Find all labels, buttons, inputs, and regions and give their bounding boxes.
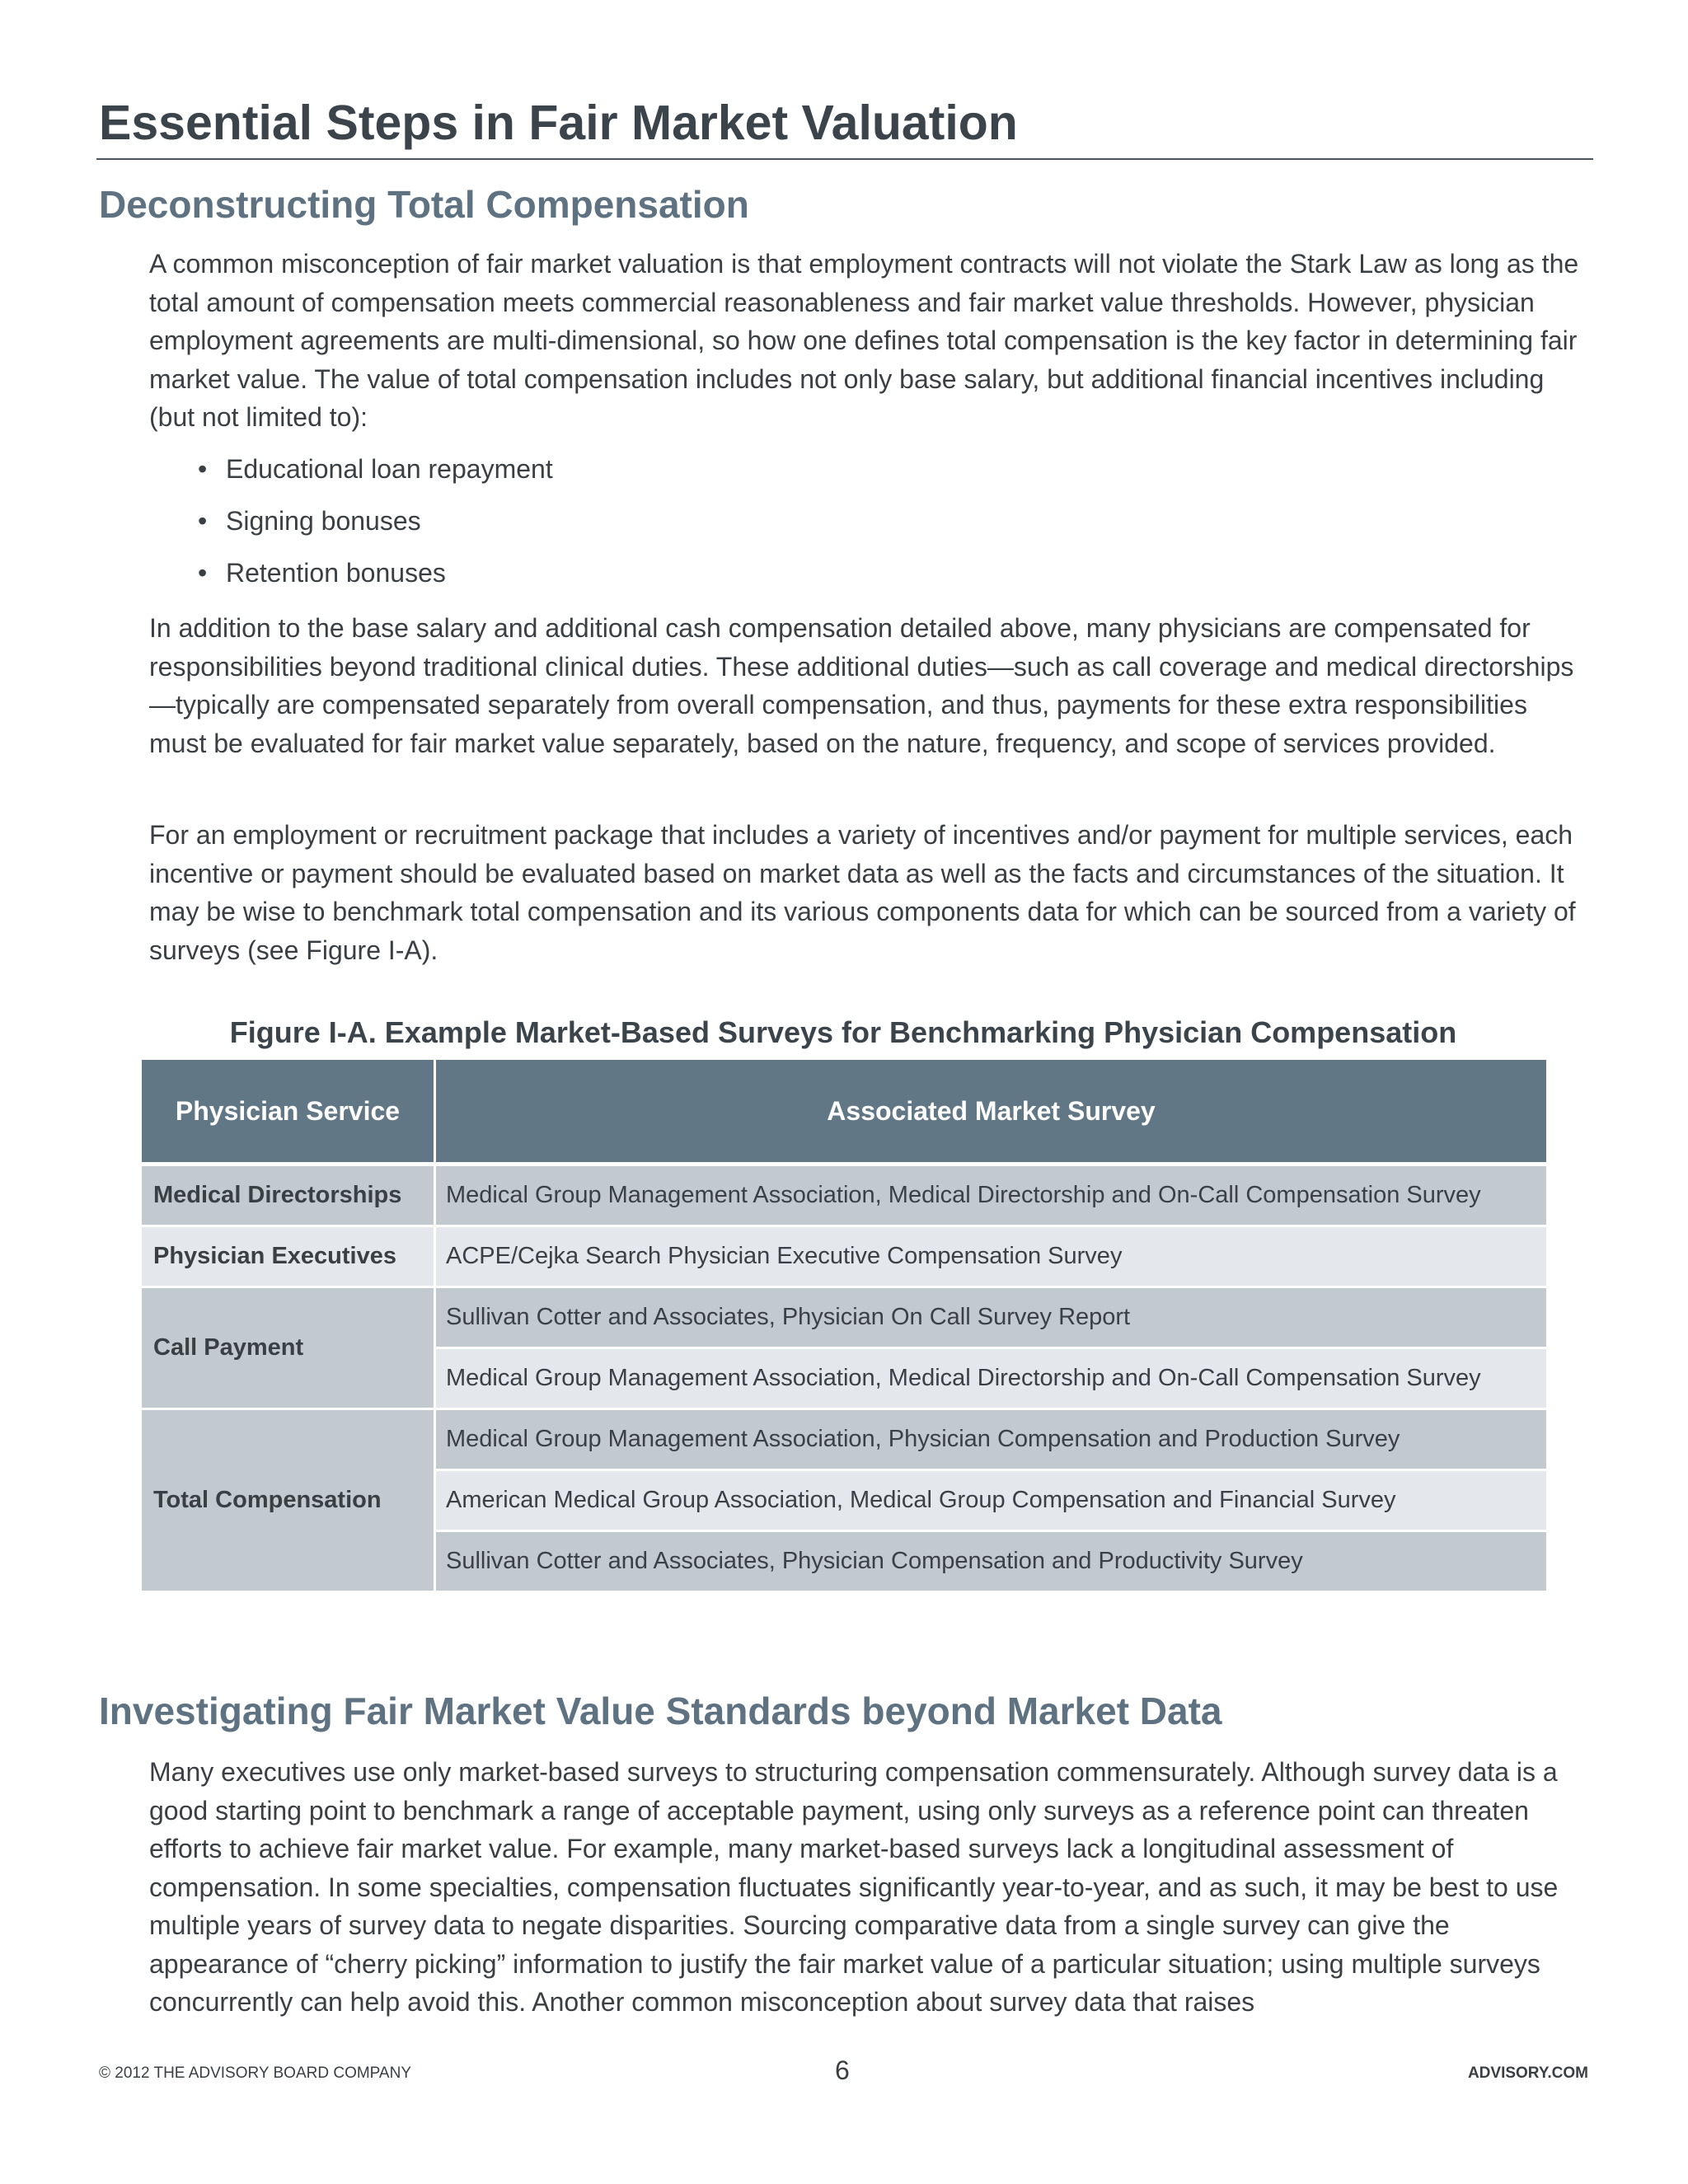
survey-cell: Medical Group Management Association, Medical Directorship and On-Call Compensation Survey — [435, 1348, 1547, 1409]
table-row — [142, 1165, 1546, 1226]
bullet-item: • Signing bonuses — [198, 502, 553, 554]
table-row — [142, 1409, 1546, 1470]
paragraph-benchmark: For an employment or recruitment package that includes a variety of incentives and/or payment for multiple services, each incentive or payment should be evaluated based on market data as well as the facts and circumstances of the situation. It may be wise to benchmark total compensation and its various components data for which can be sourced from a variety of surveys (see Figure I-A). — [149, 820, 1576, 965]
table-row — [142, 1226, 1546, 1287]
paragraph-intro: A common misconception of fair market valuation is that employment contracts will not violate the Stark Law as long as the total amount of compensation meets commercial reasonableness and fair market value thresholds. However, physician employment agreements are multi-dimensional, so how one defines total compensation is the key factor in determining fair market value. The value of total compensation includes not only base salary, but additional financial incentives including (but not limited to): — [149, 249, 1579, 432]
survey-cell: Medical Group Management Association, Physician Compensation and Production Survey — [435, 1409, 1547, 1470]
survey-cell: Sullivan Cotter and Associates, Physician On Call Survey Report — [435, 1287, 1547, 1348]
footer-site: ADVISORY.COM — [1467, 2064, 1588, 2082]
bullet-item: • Retention bonuses — [198, 554, 553, 606]
survey-cell: Medical Group Management Association, Medical Directorship and On-Call Compensation Survey — [435, 1165, 1547, 1226]
column-header-associated-market-survey: Associated Market Survey — [435, 1060, 1547, 1165]
bullet-icon: • — [198, 558, 208, 588]
section-heading-fmv-standards: Investigating Fair Market Value Standards beyond Market Data — [99, 1690, 1222, 1732]
column-header-physician-service: Physician Service — [142, 1060, 435, 1165]
bullet-icon: • — [198, 506, 208, 536]
survey-table — [142, 1060, 1546, 1593]
section-heading-total-compensation: Deconstructing Total Compensation — [99, 183, 749, 226]
survey-cell: ACPE/Cejka Search Physician Executive Compensation Survey — [435, 1226, 1547, 1287]
paragraph-survey-limitations: Many executives use only market-based surveys to structuring compensation commensurately. Although survey data is a good starting point to benchmark a range of acceptable payment, using only surveys as a reference point can threaten efforts to achieve fair market value. For example, many market-based surveys lack a longitudinal assessment of compensation. In some specialties, compensation fluctuates significantly year-to-year, and as such, it may be best to use multiple years of survey data to negate disparities. Sourcing comparative data from a single survey can give the appearance of “cherry picking” information to justify the fair market value of a particular situation; using multiple surveys concurrently can help avoid this. Another common misconception about survey data that raises — [149, 1757, 1559, 2017]
bullet-item: • Educational loan repayment — [198, 450, 553, 502]
paragraph-additional-duties: In addition to the base salary and additional cash compensation detailed above, many physicians are compensated for responsibilities beyond traditional clinical duties. These additional duties—such as call coverage and medical directorships—typically are compensated separately from overall compensation, and thus, payments for these extra responsibilities must be evaluated for fair market value separately, based on the nature, frequency, and scope of services provided. — [149, 613, 1574, 758]
page-title: Essential Steps in Fair Market Valuation — [99, 96, 1018, 150]
incentive-bullet-list — [198, 450, 553, 606]
bullet-icon: • — [198, 454, 208, 484]
footer-copyright: © 2012 THE ADVISORY BOARD COMPANY — [99, 2064, 411, 2082]
figure-caption: Figure I-A. Example Market-Based Surveys for Benchmarking Physician Compensation — [229, 1015, 1457, 1049]
page-number: 6 — [835, 2055, 850, 2085]
service-cell: Physician Executives — [142, 1226, 435, 1287]
service-cell: Total Compensation — [142, 1409, 435, 1592]
table-row — [142, 1287, 1546, 1348]
table-header-row — [142, 1060, 1546, 1165]
survey-cell: Sullivan Cotter and Associates, Physician Compensation and Productivity Survey — [435, 1531, 1547, 1592]
service-cell: Medical Directorships — [142, 1165, 435, 1226]
survey-cell: American Medical Group Association, Medical Group Compensation and Financial Survey — [435, 1470, 1547, 1531]
title-divider — [96, 158, 1593, 160]
service-cell: Call Payment — [142, 1287, 435, 1409]
